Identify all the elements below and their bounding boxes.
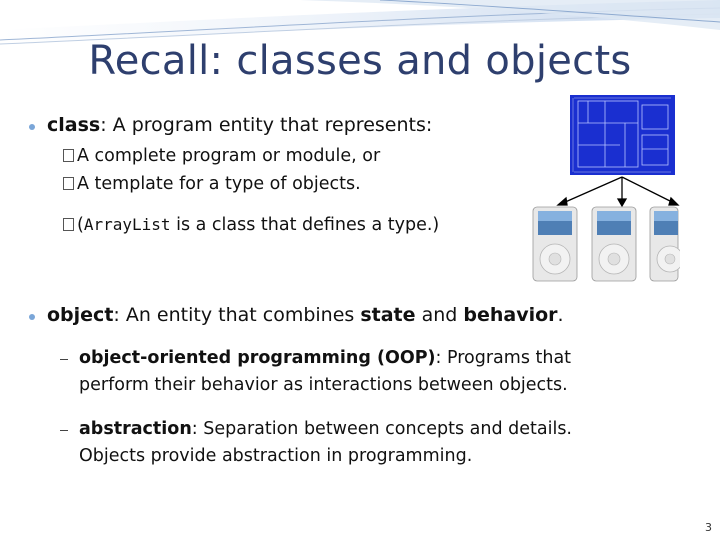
arrow-icon (558, 177, 678, 206)
period-text: . (557, 304, 564, 326)
bullet-dot (29, 314, 35, 320)
arraylist-code: ArrayList (83, 215, 171, 234)
state-term: state (360, 304, 416, 326)
sub-item-program (63, 146, 380, 166)
oop-definition: : Programs that (435, 348, 572, 368)
dash-marker (60, 359, 68, 360)
abstraction-item (79, 419, 572, 439)
page-number: 3 (705, 521, 712, 534)
sub-item-template-text: A template for a type of objects. (77, 174, 361, 194)
blueprint-image (570, 95, 675, 175)
ipod-image (650, 207, 680, 281)
and-text: and (415, 304, 464, 326)
sub-item-arraylist-text: is a class that defines a type.) (170, 215, 440, 235)
slide-title: Recall: classes and objects (88, 38, 632, 84)
ipod-image (592, 207, 636, 281)
oop-term: object-oriented programming (OOP) (79, 348, 436, 368)
oop-item-line2: perform their behavior as interactions between objects. (79, 375, 568, 395)
abstraction-term: abstraction (79, 419, 192, 439)
bullet-dot (29, 124, 35, 130)
abstraction-definition: : Separation between concepts and details. (191, 419, 572, 439)
dash-marker (60, 430, 68, 431)
object-bullet (47, 304, 564, 326)
sub-item-template (63, 174, 361, 194)
object-definition: : An entity that combines (113, 304, 361, 326)
checkbox-glyph-icon (63, 177, 74, 190)
paren-open: ( (77, 215, 84, 235)
abstraction-item-line2: Objects provide abstraction in programming. (79, 446, 473, 466)
class-definition: : A program entity that represents: (100, 114, 433, 136)
oop-item (79, 348, 571, 368)
behavior-term: behavior (463, 304, 558, 326)
sub-item-program-text: A complete program or module, or (77, 146, 381, 166)
object-term: object (47, 304, 114, 326)
class-term: class (47, 114, 101, 136)
ipod-image (533, 207, 577, 281)
class-objects-illustration (530, 93, 680, 288)
checkbox-glyph-icon (63, 218, 74, 231)
sub-item-arraylist (63, 215, 439, 235)
checkbox-glyph-icon (63, 149, 74, 162)
class-bullet (47, 114, 432, 136)
